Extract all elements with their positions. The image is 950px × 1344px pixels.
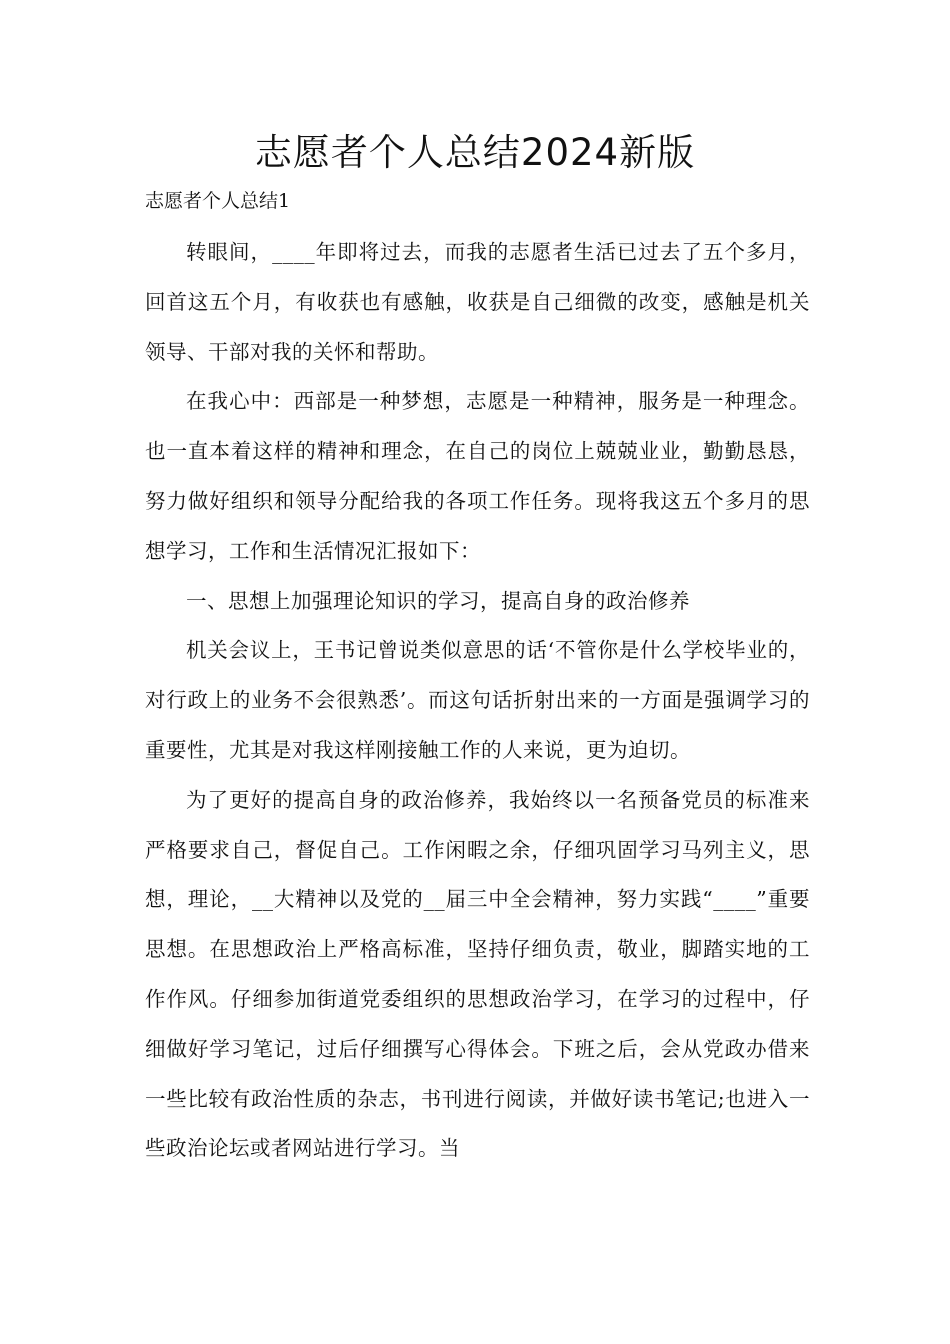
paragraph-1: 转眼间，____年即将过去，而我的志愿者生活已过去了五个多月，回首这五个月，有收获也有感触，收获是自己细微的改变，感触是机关领导、干部对我的关怀和帮助。 [145,240,810,364]
paragraph-3: 机关会议上，王书记曾说类似意思的话‘不管你是什么学校毕业的，对行政上的业务不会很熟悉’。而这句话折射出来的一方面是强调学习的重要性，尤其是对我这样刚接触工作的人来说，更为迫切。 [145,638,810,762]
paragraph-2: 在我心中：西部是一种梦想，志愿是一种精神，服务是一种理念。也一直本着这样的精神和理念，在自己的岗位上兢兢业业，勤勤恳恳，努力做好组织和领导分配给我的各项工作任务。现将我这五个多月的思想学习，工作和生活情况汇报如下： [145,389,810,563]
document-body [145,228,810,1174]
document-subtitle: 志愿者个人总结1 [145,190,291,212]
section-heading-1: 一、思想上加强理论知识的学习，提高自身的政治修养 [186,588,690,613]
paragraph-4: 为了更好的提高自身的政治修养，我始终以一名预备党员的标准来严格要求自己，督促自己。工作闲暇之余，仔细巩固学习马列主义，思想，理论，__大精神以及党的__届三中全会精神，努力实践“____”重要思想。在思想政治上严格高标准，坚持仔细负责，敬业，脚踏实地的工作作风。仔细参加街道党委组织的思想政治学习，在学习的过程中，仔细做好学习笔记，过后仔细撰写心得体会。下班之后，会从党政办借来一些比较有政治性质的杂志，书刊进行阅读，并做好读书笔记;也进入一些政治论坛或者网站进行学习。当 [145,787,810,1161]
document-title: 志愿者个人总结2024新版 [254,131,696,174]
